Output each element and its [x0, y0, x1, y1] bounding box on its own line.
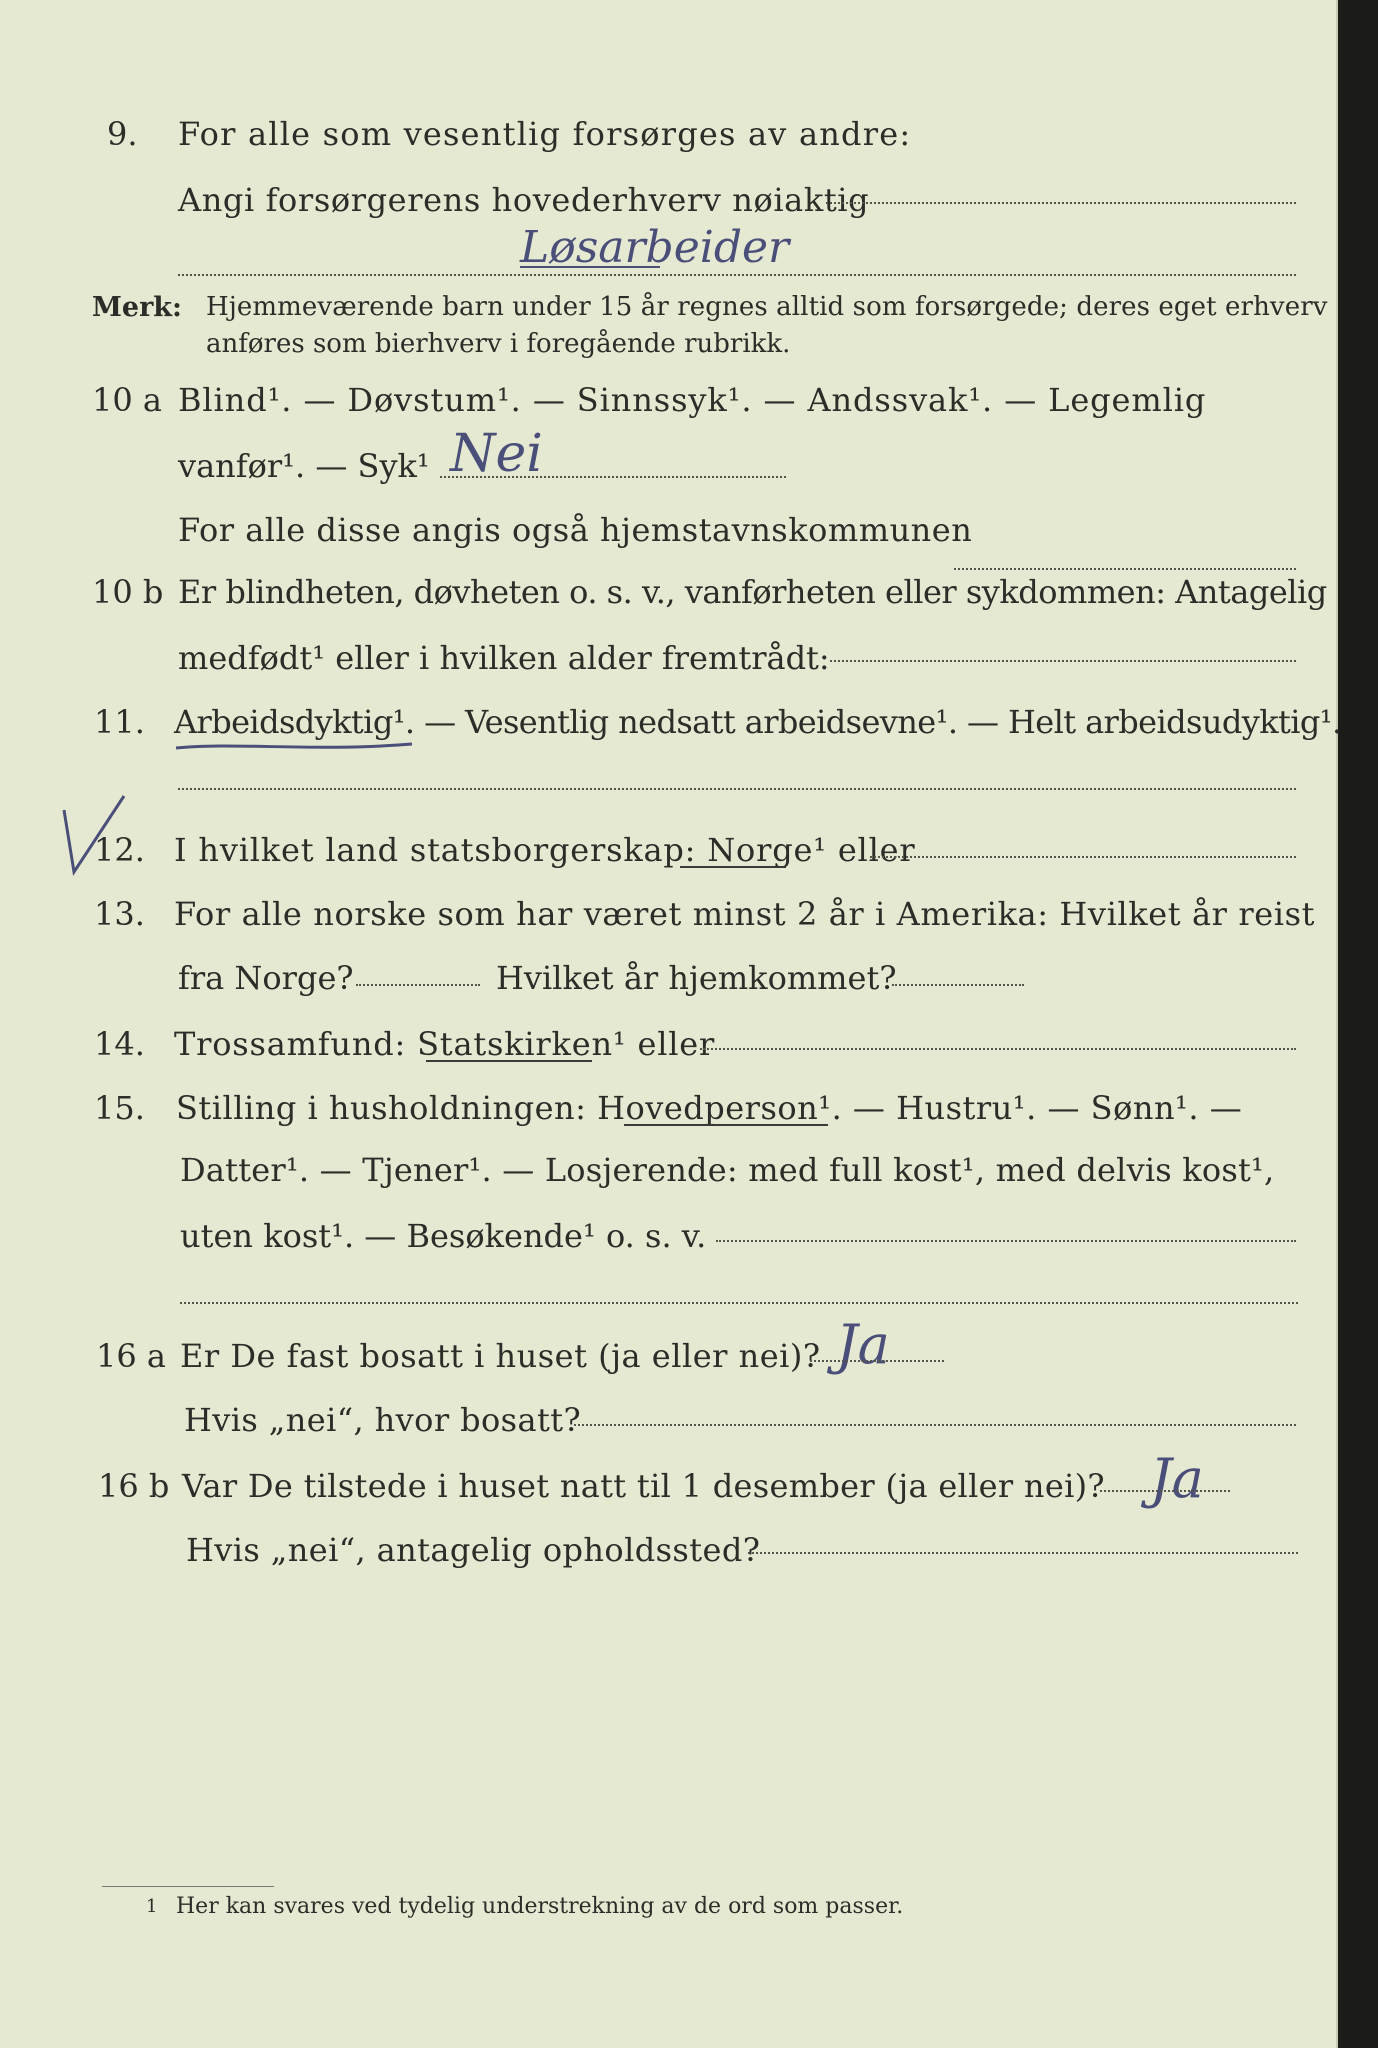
item-11-number: 11.	[94, 703, 145, 741]
item-11-options: Arbeidsdyktig¹. — Vesentlig nedsatt arbeidsevne¹. — Helt arbeidsudyktig¹.	[174, 703, 1342, 741]
item-9-handwritten-answer: Løsarbeider	[520, 222, 790, 273]
item-15-question-line2: Datter¹. — Tjener¹. — Losjerende: med full kost¹, med delvis kost¹,	[180, 1151, 1275, 1189]
item-10a-number: 10 a	[92, 381, 162, 419]
item-13-left-question: fra Norge?	[178, 959, 354, 997]
item-12-answer-line	[870, 856, 1296, 858]
item-10b-answer-line	[830, 660, 1296, 662]
item-13-number: 13.	[94, 895, 145, 933]
item-10a-handwritten-answer: Nei	[450, 424, 543, 484]
item-9-answer-line	[826, 202, 1296, 204]
item-16a-followup: Hvis „nei“, hvor bosatt?	[184, 1401, 582, 1439]
item-12-question: I hvilket land statsborgerskap: Norge¹ eller	[174, 831, 916, 869]
item-9-answer-strike	[520, 266, 660, 268]
item-13-question: For alle norske som har været minst 2 år i Amerika: Hvilket år reist	[174, 895, 1316, 933]
merk-label: Merk:	[92, 292, 182, 323]
item-10b-number: 10 b	[92, 573, 164, 611]
item-16a-number: 16 a	[96, 1337, 166, 1375]
item-13-return-question: Hvilket år hjemkommet?	[496, 959, 897, 997]
item-10a-hometown-line	[954, 568, 1296, 570]
item-13-return-line	[892, 984, 1024, 986]
item-15-question: Stilling i husholdningen: Hovedperson¹. — Hustru¹. — Sønn¹. —	[176, 1089, 1243, 1127]
item-11-answer-line	[178, 788, 1296, 790]
item-9-number: 9.	[107, 115, 138, 153]
item-9-question: For alle som vesentlig forsørges av andre:	[178, 115, 912, 153]
item-10a-hometown-question: For alle disse angis også hjemstavnskommunen	[178, 511, 973, 549]
merk-note-line1: Hjemmeværende barn under 15 år regnes alltid som forsørgede; deres eget erhverv	[206, 292, 1328, 322]
item-9-answer-line-2	[178, 274, 1296, 276]
item-16a-followup-line	[574, 1424, 1296, 1426]
footnote-mark: 1	[146, 1896, 158, 1917]
item-10a-conditions-line2: vanfør¹. — Syk¹	[178, 447, 430, 485]
item-15-answer-line-2	[180, 1302, 1298, 1304]
item-14-statskirken-underline	[426, 1060, 592, 1062]
item-9-question-line2: Angi forsørgerens hovederhverv nøiaktig	[178, 181, 870, 219]
item-16b-followup-line	[748, 1552, 1298, 1554]
item-15-question-line3: uten kost¹. — Besøkende¹ o. s. v.	[180, 1217, 707, 1255]
item-15-hovedperson-underline	[624, 1124, 828, 1126]
item-16b-handwritten-answer: Ja	[1150, 1447, 1204, 1510]
item-15-answer-line	[716, 1240, 1296, 1242]
item-14-question: Trossamfund: Statskirken¹ eller	[174, 1025, 716, 1063]
footnote-rule	[102, 1886, 274, 1887]
footnote-text: Her kan svares ved tydelig understrekning av de ord som passer.	[176, 1894, 904, 1919]
item-16a-answer-line	[810, 1360, 944, 1362]
item-16b-question: Var De tilstede i huset natt til 1 desember (ja eller nei)?	[182, 1467, 1105, 1505]
item-16b-number: 16 b	[98, 1467, 170, 1505]
item-16b-answer-line	[1100, 1490, 1230, 1492]
item-14-number: 14.	[94, 1025, 145, 1063]
item-15-number: 15.	[94, 1089, 145, 1127]
item-16b-followup: Hvis „nei“, antagelig opholdssted?	[186, 1531, 761, 1569]
item-10b-question: Er blindheten, døvheten o. s. v., vanførheten eller sykdommen: Antagelig	[178, 573, 1327, 611]
item-16a-question: Er De fast bosatt i huset (ja eller nei)?	[180, 1337, 821, 1375]
item-14-answer-line	[700, 1048, 1296, 1050]
item-10a-conditions: Blind¹. — Døvstum¹. — Sinnssyk¹. — Andssvak¹. — Legemlig	[178, 381, 1207, 419]
item-16a-handwritten-answer: Ja	[836, 1313, 890, 1376]
item-11-underline-mark	[174, 738, 414, 758]
item-13-left-line	[356, 984, 480, 986]
merk-note-line2: anføres som bierhverv i foregående rubrikk.	[206, 329, 791, 359]
item-12-number: 12.	[94, 831, 145, 869]
item-12-norge-underline	[680, 866, 786, 868]
item-10a-answer-line	[440, 476, 786, 478]
item-10b-question-line2: medfødt¹ eller i hvilken alder fremtrådt:	[178, 639, 830, 677]
